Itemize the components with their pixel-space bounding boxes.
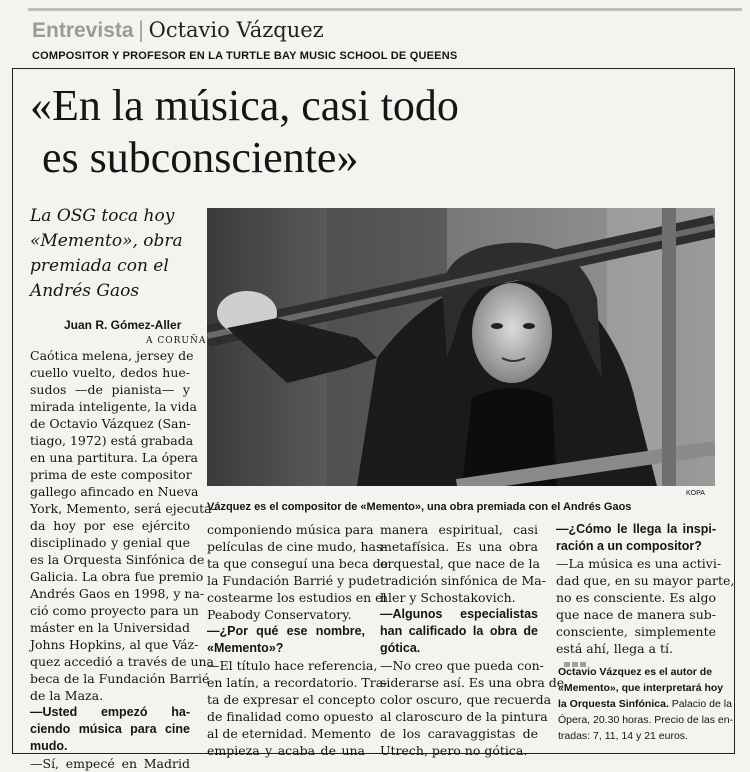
body-line: en latín, a recordatorio. Tra-: [207, 675, 388, 690]
headline-line-2: es subconsciente»: [42, 133, 359, 182]
body-line: de la Maza.: [30, 688, 104, 703]
body-line: al de eternidad. Memento: [207, 726, 372, 741]
subheadline: [30, 204, 200, 304]
body-line: siderarse así. Es una obra de: [380, 675, 565, 690]
body-line: —No creo que pueda con-: [380, 658, 544, 673]
header-separator: |: [137, 18, 145, 42]
body-line: beca de la Fundación Barrié: [30, 671, 210, 686]
interview-question: —¿Por qué ese nombre,: [207, 624, 365, 638]
body-line: orquestal, que nace de la: [380, 556, 540, 571]
portrait-illustration: [207, 208, 715, 486]
body-line: quez accedió a través de una: [30, 654, 215, 669]
body-line: —El título hace referencia,: [207, 658, 378, 673]
interview-question: —Algunos especialistas: [380, 607, 538, 621]
body-line: color oscuro, que recuerda: [380, 692, 552, 707]
interview-question: mudo.: [30, 739, 68, 753]
body-line: —Sí, empecé en Madrid: [30, 756, 190, 771]
body-line: no es consciente. Es algo: [556, 590, 716, 605]
body-line: de finalidad como opuesto: [207, 709, 374, 724]
portrait-photo: [207, 208, 715, 486]
photo-caption: Vázquez es el compositor de «Memento», una obra premiada con el Andrés Gaos: [207, 501, 632, 513]
body-line: es la Orquesta Sinfónica de: [30, 552, 205, 567]
body-line: hler y Schostakovich.: [380, 590, 516, 605]
body-line: Caótica melena, jersey de: [30, 348, 194, 363]
info-line: Octavio Vázquez es el autor de: [558, 666, 713, 678]
body-line: manera espiritual, casi: [380, 522, 538, 537]
dateline: A CORUÑA: [146, 336, 207, 346]
author-byline: Juan R. Gómez-Aller: [64, 318, 182, 332]
body-line: ta que conseguí una beca de: [207, 556, 389, 571]
body-line: consciente, simplemente: [556, 624, 716, 639]
interviewee-name: Octavio Vázquez: [148, 18, 324, 42]
body-line: Johns Hopkins, al que Váz-: [30, 637, 199, 652]
body-line: que nace de manera sub-: [556, 607, 716, 622]
headline: [30, 80, 459, 184]
body-line: en una partitura. La ópera: [30, 450, 198, 465]
body-line: costearme los estudios en el: [207, 590, 387, 605]
interviewee-subtitle: COMPOSITOR Y PROFESOR EN LA TURTLE BAY MUSIC SCHOOL DE QUEENS: [32, 50, 458, 62]
body-line: Utrech, pero no gótica.: [380, 743, 528, 758]
top-rule: [28, 8, 742, 11]
info-line: «Memento», que interpretará hoy: [558, 682, 724, 694]
subhead-line: premiada con el: [30, 256, 169, 276]
body-line: da hoy por ese ejército: [30, 518, 190, 533]
body-line: de los caravaggistas de: [380, 726, 538, 741]
body-line: York, Memento, será ejecuta-: [30, 501, 216, 516]
body-line: tradición sinfónica de Ma-: [380, 573, 546, 588]
info-line: Ópera, 20.30 horas. Precio de las en-: [558, 714, 734, 726]
body-line: tiago, 1972) está grabada: [30, 433, 194, 448]
body-line: metafísica. Es una obra: [380, 539, 538, 554]
body-line: máster en la Universidad: [30, 620, 190, 635]
headline-line-1: «En la música, casi todo: [30, 81, 459, 130]
subhead-line: La OSG toca hoy: [30, 206, 175, 226]
subhead-line: Andrés Gaos: [30, 281, 140, 301]
interview-question: han calificado la obra de: [380, 624, 538, 638]
body-line: de Octavio Vázquez (San-: [30, 416, 191, 431]
body-line: componiendo música para: [207, 522, 374, 537]
body-line: prima de este compositor: [30, 467, 192, 482]
body-line: sudos —de pianista— y: [30, 382, 190, 397]
body-line: Galicia. La obra fue premio: [30, 569, 204, 584]
body-line: está ahí, llega a tí.: [556, 641, 673, 656]
text-column-1: [30, 347, 216, 772]
body-line: empieza y acaba de una: [207, 743, 365, 758]
body-line: al claroscuro de la pintura: [380, 709, 548, 724]
section-header: [32, 18, 324, 43]
body-line: ta de expresar el concepto: [207, 692, 376, 707]
body-line: gallego afincado en Nueva: [30, 484, 199, 499]
subhead-line: «Memento», obra: [30, 231, 183, 251]
interview-question: —Usted empezó ha-: [30, 705, 190, 719]
info-box: [558, 664, 734, 744]
body-line: películas de cine mudo, has-: [207, 539, 387, 554]
info-line: la Orquesta Sinfónica.: [558, 698, 669, 710]
body-line: mirada inteligente, la vida: [30, 399, 197, 414]
photo-credit: KOPA: [686, 490, 705, 497]
body-line: Andrés Gaos en 1998, y na-: [30, 586, 205, 601]
text-column-2: [207, 521, 389, 759]
interview-question: —¿Cómo le llega la inspi-: [556, 522, 716, 536]
interview-question: ciendo música para cine: [30, 722, 190, 736]
body-line: disciplinado y genial que: [30, 535, 190, 550]
interview-question: ración a un compositor?: [556, 539, 702, 553]
info-line: tradas: 7, 11, 14 y 21 euros.: [558, 730, 688, 742]
body-line: ció como proyecto para un: [30, 603, 199, 618]
body-line: la Fundación Barrié y pude: [207, 573, 380, 588]
body-line: dad que, en su mayor parte,: [556, 573, 735, 588]
body-line: cuello vuelto, dedos hue-: [30, 365, 190, 380]
body-line: —La música es una activi-: [556, 556, 722, 571]
interview-question: «Memento»?: [207, 641, 284, 655]
interview-question: gótica.: [380, 641, 421, 655]
text-column-3: [380, 521, 565, 759]
body-line: Peabody Conservatory.: [207, 607, 352, 622]
text-column-4: [556, 521, 735, 657]
section-label: Entrevista: [32, 19, 134, 42]
info-line: Palacio de la: [671, 698, 732, 710]
